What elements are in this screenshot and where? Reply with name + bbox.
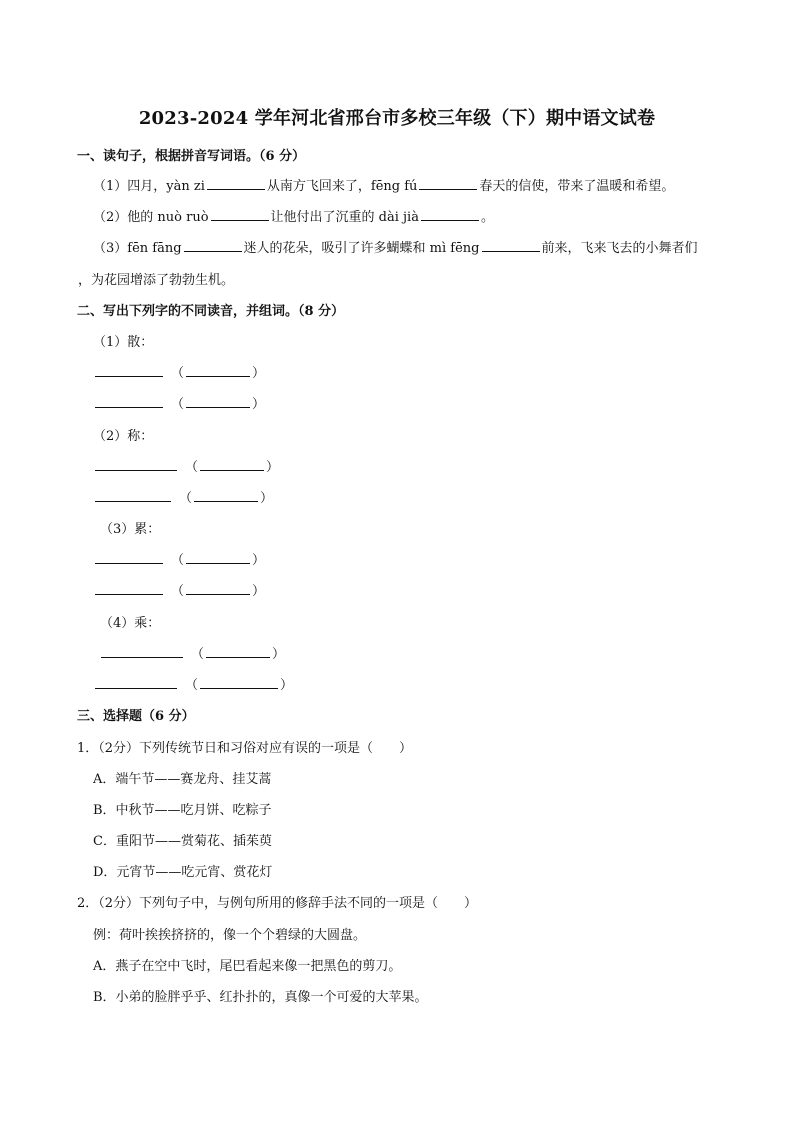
open-paren: （ bbox=[171, 397, 185, 412]
section-1-heading: 一、读句子，根据拼音写词语。（6 分） bbox=[77, 149, 306, 164]
close-paren: ） bbox=[252, 397, 266, 412]
pinyin-blank[interactable] bbox=[95, 550, 163, 564]
mcq-2-stem: 2．（2分）下列句子中，与例句所用的修辞手法不同的一项是（ ） bbox=[77, 896, 478, 911]
word-blank[interactable] bbox=[200, 675, 278, 689]
word-blank[interactable] bbox=[200, 457, 264, 471]
word-blank[interactable] bbox=[186, 581, 250, 595]
pinyin-row bbox=[93, 580, 265, 599]
close-paren: ） bbox=[266, 460, 280, 475]
pinyin-blank[interactable] bbox=[95, 581, 163, 595]
q1-1-text-b: 从南方飞回来了，fēng fú bbox=[266, 179, 418, 194]
close-paren: ） bbox=[260, 491, 274, 506]
question-1-3 bbox=[93, 237, 698, 256]
answer-blank[interactable] bbox=[421, 207, 479, 221]
pinyin-row bbox=[93, 362, 265, 381]
q1-3-text-c: 前来，飞来飞去的小舞者们 bbox=[541, 241, 698, 256]
pinyin-row bbox=[93, 549, 265, 568]
pinyin-blank[interactable] bbox=[95, 488, 171, 502]
mcq-2-option-a[interactable]: A．燕子在空中飞时，尾巴看起来像一把黑色的剪刀。 bbox=[93, 959, 402, 974]
pinyin-row bbox=[93, 393, 265, 412]
mcq-2-example: 例：荷叶挨挨挤挤的，像一个个碧绿的大圆盘。 bbox=[93, 928, 367, 943]
pinyin-blank[interactable] bbox=[95, 363, 163, 377]
q1-3-text-b: 迷人的花朵，吸引了许多蝴蝶和 mì fēng bbox=[243, 241, 480, 256]
answer-blank[interactable] bbox=[419, 176, 477, 190]
word-blank[interactable] bbox=[186, 550, 250, 564]
mcq-1-option-a[interactable]: A．端午节——赛龙舟、挂艾蒿 bbox=[93, 772, 272, 787]
mcq-1-option-d[interactable]: D．元宵节——吃元宵、赏花灯 bbox=[93, 865, 273, 880]
open-paren: （ bbox=[179, 491, 193, 506]
pinyin-blank[interactable] bbox=[95, 675, 177, 689]
char-4-label: （4）乘： bbox=[100, 616, 161, 631]
pinyin-blank[interactable] bbox=[101, 644, 183, 658]
pinyin-row bbox=[99, 643, 285, 662]
q1-1-text-c: 春天的信使，带来了温暖和希望。 bbox=[479, 179, 675, 194]
answer-blank[interactable] bbox=[211, 207, 269, 221]
mcq-1-stem: 1．（2分）下列传统节日和习俗对应有误的一项是（ ） bbox=[77, 741, 413, 756]
pinyin-blank[interactable] bbox=[95, 457, 177, 471]
open-paren: （ bbox=[171, 366, 185, 381]
mcq-2-option-b[interactable]: B．小弟的脸胖乎乎、红扑扑的，真像一个可爱的大苹果。 bbox=[93, 990, 428, 1005]
open-paren: （ bbox=[171, 553, 185, 568]
open-paren: （ bbox=[185, 460, 199, 475]
mcq-1-option-c[interactable]: C．重阳节——赏菊花、插茱萸 bbox=[93, 834, 272, 849]
open-paren: （ bbox=[185, 678, 199, 693]
close-paren: ） bbox=[252, 553, 266, 568]
question-1-3-continued: ，为花园增添了勃勃生机。 bbox=[78, 273, 235, 288]
q1-2-text-a: （2）他的 nuò ruò bbox=[93, 210, 209, 225]
open-paren: （ bbox=[191, 647, 205, 662]
close-paren: ） bbox=[272, 647, 286, 662]
char-3-label: （3）累： bbox=[100, 522, 161, 537]
pinyin-row bbox=[93, 674, 293, 693]
section-2-heading: 二、写出下列字的不同读音，并组词。（8 分） bbox=[77, 304, 345, 319]
close-paren: ） bbox=[280, 678, 294, 693]
question-1-1 bbox=[93, 175, 674, 194]
pinyin-blank[interactable] bbox=[95, 394, 163, 408]
answer-blank[interactable] bbox=[184, 238, 242, 252]
pinyin-row bbox=[93, 456, 279, 475]
q1-1-text-a: （1）四月，yàn zi bbox=[93, 179, 205, 194]
section-3-heading: 三、选择题（6 分） bbox=[77, 709, 195, 724]
char-1-label: （1）散： bbox=[93, 335, 154, 350]
char-2-label: （2）称： bbox=[93, 429, 154, 444]
word-blank[interactable] bbox=[194, 488, 258, 502]
page-title: 2023-2024 学年河北省邢台市多校三年级（下）期中语文试卷 bbox=[138, 108, 656, 129]
mcq-1-option-b[interactable]: B．中秋节——吃月饼、吃粽子 bbox=[93, 803, 272, 818]
answer-blank[interactable] bbox=[482, 238, 540, 252]
word-blank[interactable] bbox=[186, 363, 250, 377]
answer-blank[interactable] bbox=[207, 176, 265, 190]
close-paren: ） bbox=[252, 584, 266, 599]
pinyin-row bbox=[93, 487, 273, 506]
q1-3-text-a: （3）fēn fāng bbox=[93, 241, 182, 256]
close-paren: ） bbox=[252, 366, 266, 381]
q1-2-text-b: 让他付出了沉重的 dài jià bbox=[270, 210, 419, 225]
question-1-2 bbox=[93, 206, 494, 225]
open-paren: （ bbox=[171, 584, 185, 599]
word-blank[interactable] bbox=[186, 394, 250, 408]
word-blank[interactable] bbox=[206, 644, 270, 658]
q1-2-text-c: 。 bbox=[480, 210, 494, 225]
